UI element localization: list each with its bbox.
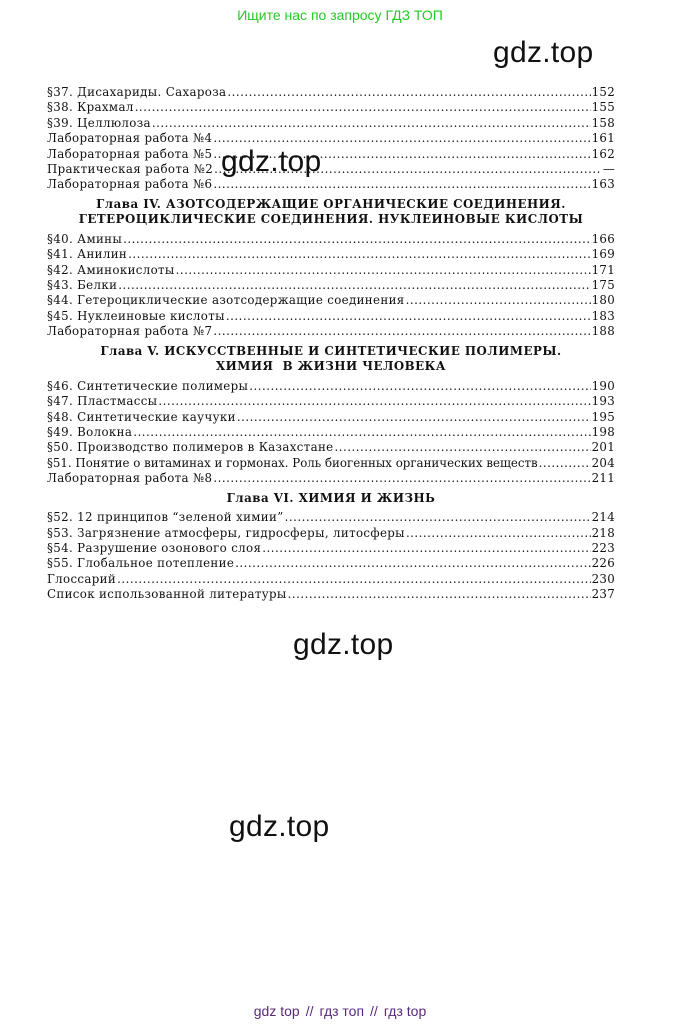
toc-leader [214, 162, 602, 177]
toc-title: §40. Амины [47, 231, 123, 246]
toc-page: 188 [591, 324, 615, 339]
toc-row [47, 541, 615, 556]
toc-page: 161 [591, 131, 615, 146]
toc-leader [128, 247, 590, 262]
toc-group [47, 510, 615, 602]
toc-title: Лабораторная работа №5 [47, 146, 213, 161]
toc-leader [133, 425, 590, 440]
toc-page: 230 [591, 571, 615, 586]
table-of-contents [47, 85, 615, 603]
toc-page: 152 [591, 85, 615, 99]
chapter-heading [47, 344, 615, 375]
footer-link[interactable]: гдз топ [319, 1003, 365, 1019]
toc-title: Лабораторная работа №4 [47, 131, 213, 146]
toc-row [47, 309, 615, 324]
toc-page: 180 [591, 293, 615, 308]
toc-page: 193 [591, 394, 615, 409]
toc-page: 166 [591, 231, 615, 246]
toc-page: 155 [591, 100, 615, 115]
chapter-heading-line: Глава IV. АЗОТСОДЕРЖАЩИЕ ОРГАНИЧЕСКИЕ СОЕДИНЕНИЯ. [96, 196, 566, 211]
toc-row [47, 263, 615, 278]
toc-row [47, 556, 615, 571]
toc-leader [213, 147, 590, 162]
toc-leader [406, 526, 591, 541]
toc-page: 237 [591, 587, 615, 602]
footer-link[interactable]: gdz top [253, 1003, 300, 1019]
toc-page: 169 [591, 247, 615, 262]
toc-leader [135, 100, 591, 115]
watermark-1: gdz.top [493, 36, 594, 69]
toc-leader [117, 572, 590, 587]
toc-row [47, 572, 615, 587]
toc-leader [235, 556, 590, 571]
toc-page: — [602, 161, 615, 176]
toc-leader [249, 379, 590, 394]
chapter-heading [47, 197, 615, 228]
toc-page: 214 [591, 510, 615, 525]
toc-row [47, 247, 615, 262]
toc-leader [213, 324, 590, 339]
toc-title: §43. Белки [47, 278, 118, 293]
top-search-link[interactable]: Ищите нас по запросу ГДЗ ТОП [237, 7, 443, 23]
toc-title: §44. Гетероциклические азотсодержащие соединения [47, 293, 405, 308]
toc-leader [237, 410, 591, 425]
toc-row [47, 471, 615, 486]
toc-title: §45. Нуклеиновые кислоты [47, 308, 225, 323]
toc-title: §48. Синтетические каучуки [47, 409, 236, 424]
toc-page: 201 [591, 440, 615, 455]
toc-title: §51. Понятие о витаминах и гормонах. Роль биогенных органических веществ [47, 455, 538, 470]
toc-row [47, 116, 615, 131]
toc-row [47, 131, 615, 146]
toc-title: Глоссарий [47, 571, 117, 586]
toc-title: §46. Синтетические полимеры [47, 378, 249, 393]
toc-page: 211 [591, 471, 615, 486]
toc-leader [176, 263, 591, 278]
toc-row [47, 85, 615, 100]
toc-leader [288, 587, 591, 602]
watermark-3: gdz.top [293, 628, 394, 661]
toc-page: 175 [591, 278, 615, 293]
toc-row [47, 100, 615, 115]
toc-title: Практическая работа №2 [47, 161, 214, 176]
toc-leader [226, 309, 591, 324]
watermark-2: gdz.top [221, 145, 322, 178]
toc-title: §52. 12 принципов “зеленой химии” [47, 510, 284, 525]
toc-title: §47. Пластмассы [47, 394, 158, 409]
toc-row [47, 510, 615, 525]
toc-title: §37. Дисахариды. Сахароза [47, 85, 227, 99]
toc-title: §50. Производство полимеров в Казахстане [47, 440, 334, 455]
toc-page: 226 [591, 556, 615, 571]
toc-leader [158, 394, 590, 409]
toc-group [47, 232, 615, 340]
toc-title: §38. Крахмал [47, 100, 134, 115]
toc-group [47, 85, 615, 193]
toc-title: Лабораторная работа №7 [47, 324, 213, 339]
toc-leader [406, 293, 591, 308]
toc-row [47, 147, 615, 162]
chapter-heading [47, 491, 615, 507]
footer-link[interactable]: гдз top [383, 1003, 427, 1019]
toc-row [47, 324, 615, 339]
toc-title: Лабораторная работа №6 [47, 177, 213, 192]
toc-page: 198 [591, 425, 615, 440]
toc-page: 163 [591, 177, 615, 192]
toc-title: Список использованной литературы [47, 587, 287, 602]
toc-leader [227, 85, 590, 100]
toc-row [47, 162, 615, 177]
toc-row [47, 293, 615, 308]
footer-links [0, 1003, 680, 1019]
toc-row [47, 379, 615, 394]
toc-row [47, 232, 615, 247]
toc-row [47, 440, 615, 455]
toc-leader [213, 177, 590, 192]
toc-group [47, 379, 615, 487]
toc-row [47, 456, 615, 471]
toc-leader [152, 116, 591, 131]
toc-page: 190 [591, 378, 615, 393]
toc-row [47, 587, 615, 602]
toc-leader [285, 510, 591, 525]
toc-page: 218 [591, 525, 615, 540]
toc-page: 204 [591, 455, 615, 470]
toc-row [47, 177, 615, 192]
toc-leader [539, 456, 591, 471]
toc-page: 195 [591, 409, 615, 424]
watermark-4: gdz.top [229, 810, 330, 843]
toc-row [47, 526, 615, 541]
toc-title: §53. Загрязнение атмосферы, гидросферы, литосферы [47, 525, 405, 540]
toc-row [47, 410, 615, 425]
toc-page: 162 [591, 146, 615, 161]
toc-title: §49. Волокна [47, 425, 133, 440]
toc-title: §42. Аминокислоты [47, 262, 175, 277]
chapter-heading-line: Глава VI. ХИМИЯ И ЖИЗНЬ [226, 490, 436, 505]
toc-leader [335, 440, 591, 455]
toc-title: §39. Целлюлоза [47, 115, 151, 130]
toc-page: 223 [591, 540, 615, 555]
toc-title: §54. Разрушение озонового слоя [47, 540, 262, 555]
toc-row [47, 278, 615, 293]
toc-leader [213, 471, 590, 486]
toc-leader [262, 541, 590, 556]
toc-page: 171 [591, 262, 615, 277]
toc-leader [118, 278, 590, 293]
toc-page: 183 [591, 308, 615, 323]
toc-leader [123, 232, 590, 247]
toc-title: §55. Глобальное потепление [47, 556, 235, 571]
toc-row [47, 394, 615, 409]
toc-row [47, 425, 615, 440]
toc-title: §41. Анилин [47, 247, 128, 262]
chapter-heading-line: ХИМИЯ В ЖИЗНИ ЧЕЛОВЕКА [215, 359, 446, 374]
toc-page: 158 [591, 115, 615, 130]
toc-leader [213, 131, 590, 146]
chapter-heading-line: Глава V. ИСКУССТВЕННЫЕ И СИНТЕТИЧЕСКИЕ ПОЛИМЕРЫ. [100, 343, 562, 358]
footer-separator: // [370, 1003, 378, 1019]
toc-title: Лабораторная работа №8 [47, 471, 213, 486]
footer-separator: // [305, 1003, 314, 1019]
chapter-heading-line: ГЕТЕРОЦИКЛИЧЕСКИЕ СОЕДИНЕНИЯ. НУКЛЕИНОВЫЕ КИСЛОТЫ [78, 212, 584, 227]
